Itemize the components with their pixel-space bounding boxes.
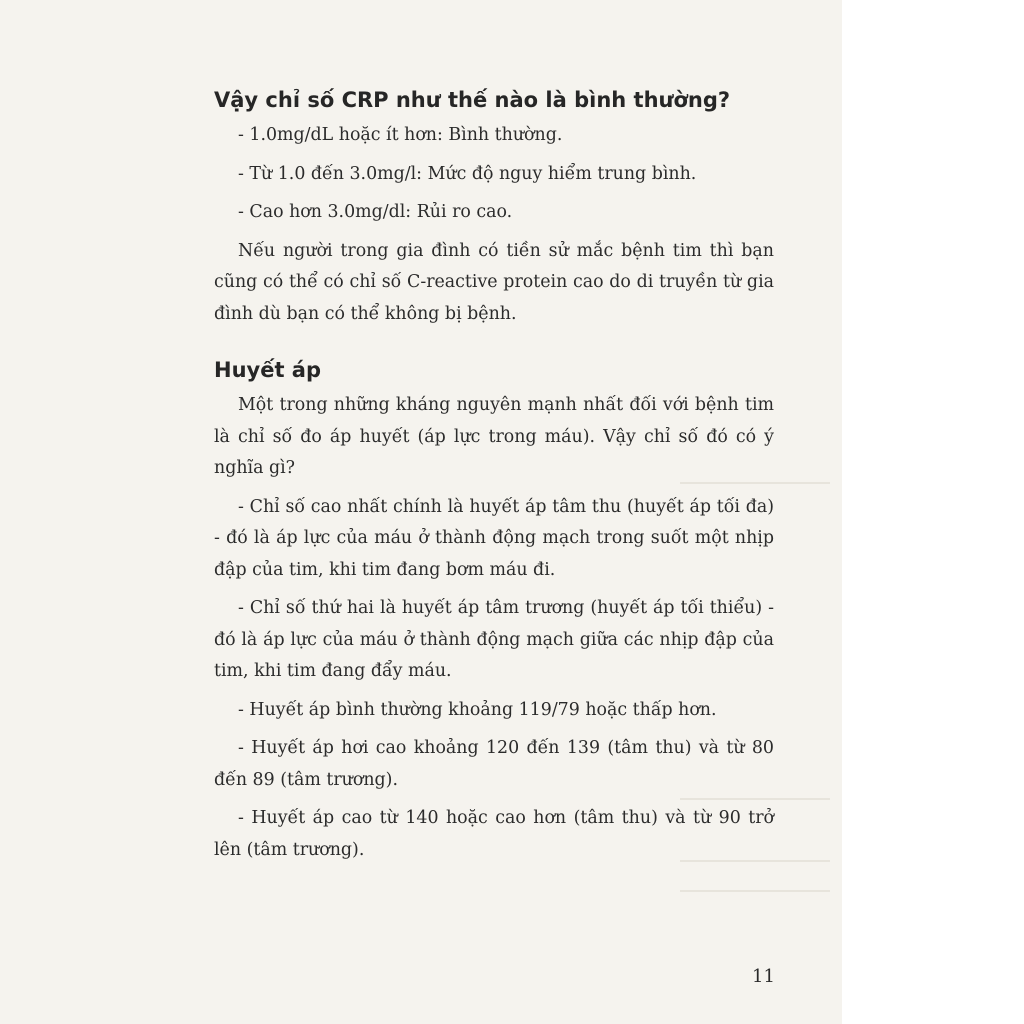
show-through-line: [680, 890, 830, 892]
page-content: [214, 80, 774, 873]
paragraph: - Chỉ số thứ hai là huyết áp tâm trương (huyết áp tối thiểu) - đó là áp lực của máu ở thành động mạch giữa các nhịp đập của tim, khi tim đang đẩy máu.: [214, 598, 774, 681]
section-heading-crp: Vậy chỉ số CRP như thế nào là bình thường?: [214, 88, 731, 112]
paragraph: - Chỉ số cao nhất chính là huyết áp tâm thu (huyết áp tối đa) - đó là áp lực của máu ở thành động mạch trong suốt một nhịp đập của tim, khi tim đang bơm máu đi.: [214, 496, 774, 580]
paragraph: - 1.0mg/dL hoặc ít hơn: Bình thường.: [238, 125, 563, 145]
paragraph: - Huyết áp bình thường khoảng 119/79 hoặc thấp hơn.: [238, 699, 717, 720]
paragraph: Một trong những kháng nguyên mạnh nhất đối với bệnh tim là chỉ số đo áp huyết (áp lực trong máu). Vậy chỉ số đó có ý nghĩa gì?: [214, 395, 774, 478]
paragraph: - Huyết áp hơi cao khoảng 120 đến 139 (tâm thu) và từ 80 đến 89 (tâm trương).: [214, 738, 774, 790]
paragraph: Nếu người trong gia đình có tiền sử mắc bệnh tim thì bạn cũng có thể có chỉ số C-reactive protein cao do di truyền từ gia đình dù bạn có thể không bị bệnh.: [214, 240, 774, 324]
paragraph: - Từ 1.0 đến 3.0mg/l: Mức độ nguy hiểm trung bình.: [238, 163, 697, 184]
paragraph: - Cao hơn 3.0mg/dl: Rủi ro cao.: [238, 202, 513, 222]
paragraph: - Huyết áp cao từ 140 hoặc cao hơn (tâm thu) và từ 90 trở lên (tâm trương).: [214, 808, 774, 860]
section-heading-blood-pressure: Huyết áp: [214, 358, 322, 382]
scan-margin: [842, 0, 1024, 1024]
page-number: 11: [752, 966, 775, 987]
